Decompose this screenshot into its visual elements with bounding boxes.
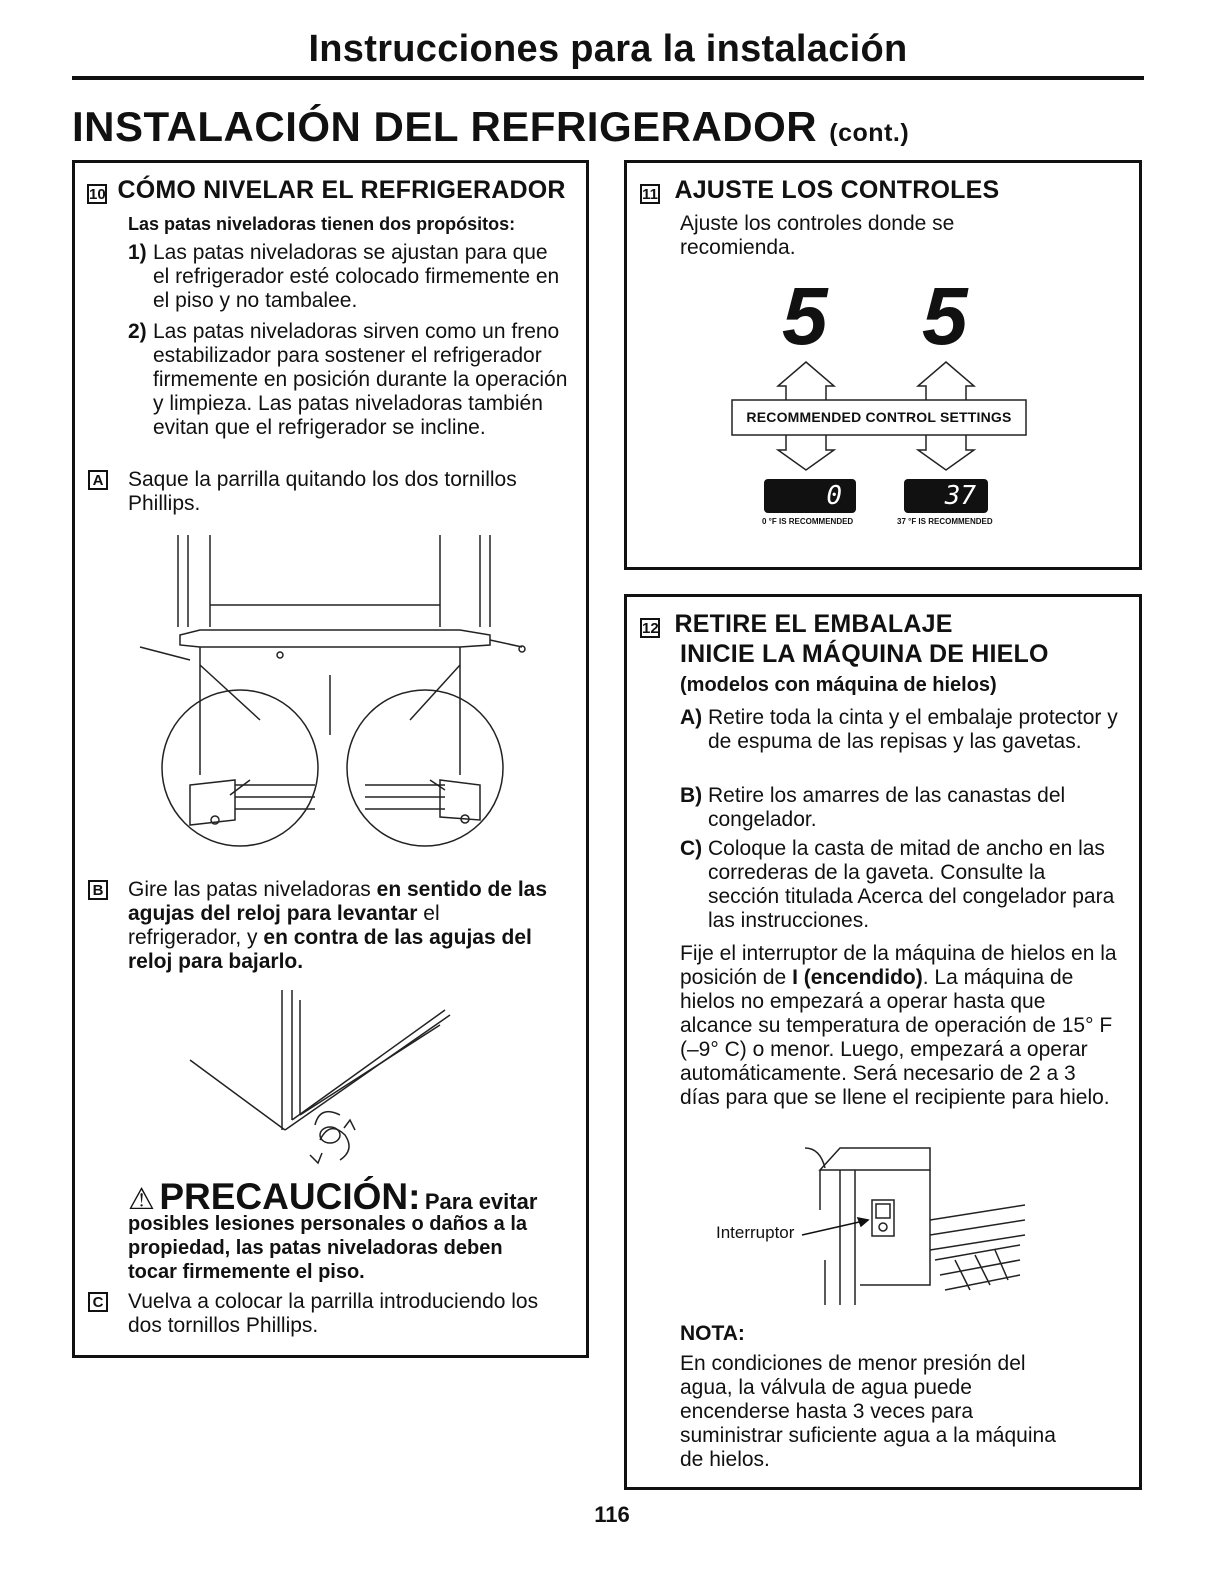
fresh-food-temp-caption: 37 °F IS RECOMMENDED — [897, 517, 993, 526]
leveling-leg-illustration — [190, 990, 460, 1165]
step-b-text-1: Gire las patas niveladoras — [128, 878, 377, 901]
section-title-suffix: (cont.) — [829, 119, 910, 147]
step-a-text: Saque la parrilla quitando los dos tornillos Phillips. — [128, 468, 517, 515]
caution-body: posibles lesiones personales o daños a la propiedad, las patas niveladoras deben tocar firmemente el piso. — [128, 1213, 528, 1283]
freezer-setting-number: 5 — [782, 271, 828, 362]
step-12-number: 12 — [642, 619, 659, 637]
ice-maker-paragraph-1: Fije el interruptor de la máquina de hielos en la posición de — [680, 942, 1117, 989]
step-10-number: 10 — [89, 185, 106, 203]
step-12-title-2: INICIE LA MÁQUINA DE HIELO — [680, 640, 1049, 668]
caution-word: PRECAUCIÓN: — [159, 1176, 421, 1217]
step-11-title: AJUSTE LOS CONTROLES — [674, 176, 1000, 204]
section-title — [72, 103, 909, 151]
fresh-food-setting-number: 5 — [922, 271, 968, 362]
fresh-food-temp-display — [904, 479, 988, 513]
item-marker: C) — [680, 837, 703, 860]
step-12-item-c — [680, 837, 1122, 933]
step-10-item-2 — [128, 320, 568, 440]
page-number: 116 — [594, 1502, 630, 1527]
step-12-title-1: RETIRE EL EMBALAJE — [674, 610, 953, 638]
step-10-step-c — [88, 1290, 573, 1338]
item-text: Las patas niveladoras se ajustan para que el refrigerador esté colocado firmemente en el piso y no tambalee. — [153, 241, 560, 312]
step-12-item-b — [680, 784, 1122, 832]
item-marker: 2) — [128, 320, 147, 343]
recommended-settings-label: RECOMMENDED CONTROL SETTINGS — [746, 409, 1012, 425]
step-b-letter: B — [88, 880, 108, 900]
section-title-text: INSTALACIÓN DEL REFRIGERADOR — [72, 103, 818, 150]
ice-maker-paragraph-bold: I (encendido) — [792, 966, 923, 989]
item-text: Coloque la casta de mitad de ancho en las correderas de la gaveta. Consulte la sección titulada Acerca del congelador para las instrucciones. — [708, 837, 1115, 932]
ice-maker-paragraph — [680, 942, 1120, 1110]
step-c-letter: C — [88, 1292, 108, 1312]
step-10-heading — [87, 176, 566, 205]
step-10-item-1 — [128, 241, 568, 313]
page-header-title: Instrucciones para la instalación — [308, 28, 908, 70]
ice-maker-paragraph-2: . La máquina de hielos no empezará a operar hasta que alcance su temperatura de operación de 15° F (–9° C) o menor. Luego, empezará a operar automáticamente. Será necesario de 2 a 3 días para que se llene el recipiente para hielo. — [680, 966, 1113, 1109]
step-11-heading — [640, 176, 999, 205]
step-c-text: Vuelva a colocar la parrilla introduciendo los dos tornillos Phillips. — [128, 1290, 539, 1337]
item-marker: 1) — [128, 241, 147, 264]
item-text: Retire los amarres de las canastas del congelador. — [708, 784, 1066, 831]
freezer-temp-caption: 0 °F IS RECOMMENDED — [762, 517, 854, 526]
freezer-temp-display — [764, 479, 856, 513]
ice-maker-switch-illustration — [780, 1140, 1030, 1310]
step-10-step-a — [88, 468, 548, 516]
step-12-subheading: (modelos con máquina de hielos) — [680, 674, 997, 696]
step-12-item-a — [680, 706, 1122, 754]
freezer-temp-value: 0 — [826, 481, 842, 511]
step-b-text — [128, 878, 548, 974]
item-marker: B) — [680, 784, 703, 807]
caution-lead: Para evitar — [424, 1189, 538, 1214]
note-text: En condiciones de menor presión del agua, la válvula de agua puede encenderse hasta 3 veces para suministrar suficiente agua a la máquina de hielos. — [680, 1352, 1056, 1471]
switch-label: Interruptor — [716, 1223, 795, 1242]
step-12-heading-1 — [640, 610, 953, 639]
caution-warning-icon: ⚠ — [128, 1183, 155, 1216]
fresh-food-temp-value: 37 — [944, 481, 976, 511]
item-text: Retire toda la cinta y el embalaje protector y de espuma de las repisas y las gavetas. — [708, 706, 1118, 753]
step-10-step-b — [88, 878, 548, 974]
step-11-text: Ajuste los controles donde se recomienda. — [680, 212, 955, 259]
item-text: Las patas niveladoras sirven como un freno estabilizador para sostener el refrigerador firmemente en posición durante la operación y limpieza. Las patas niveladoras también evitan que el refrigerador se incline. — [153, 320, 568, 439]
step-b-text-4: en contra de las agujas del reloj para bajarlo. — [128, 926, 532, 973]
step-10-intro: Las patas niveladoras tienen dos propósitos: — [128, 214, 516, 234]
step-b-text-3: el refrigerador, y — [128, 902, 440, 949]
step-11-number: 11 — [640, 184, 660, 204]
step-10-title: CÓMO NIVELAR EL REFRIGERADOR — [117, 176, 566, 204]
step-a-letter: A — [88, 470, 108, 490]
header-divider — [72, 76, 1144, 80]
note-title: NOTA: — [680, 1322, 745, 1345]
step-b-text-2: en sentido de las agujas del reloj para levantar — [128, 878, 548, 925]
grille-removal-illustration — [140, 535, 540, 855]
item-marker: A) — [680, 706, 703, 729]
